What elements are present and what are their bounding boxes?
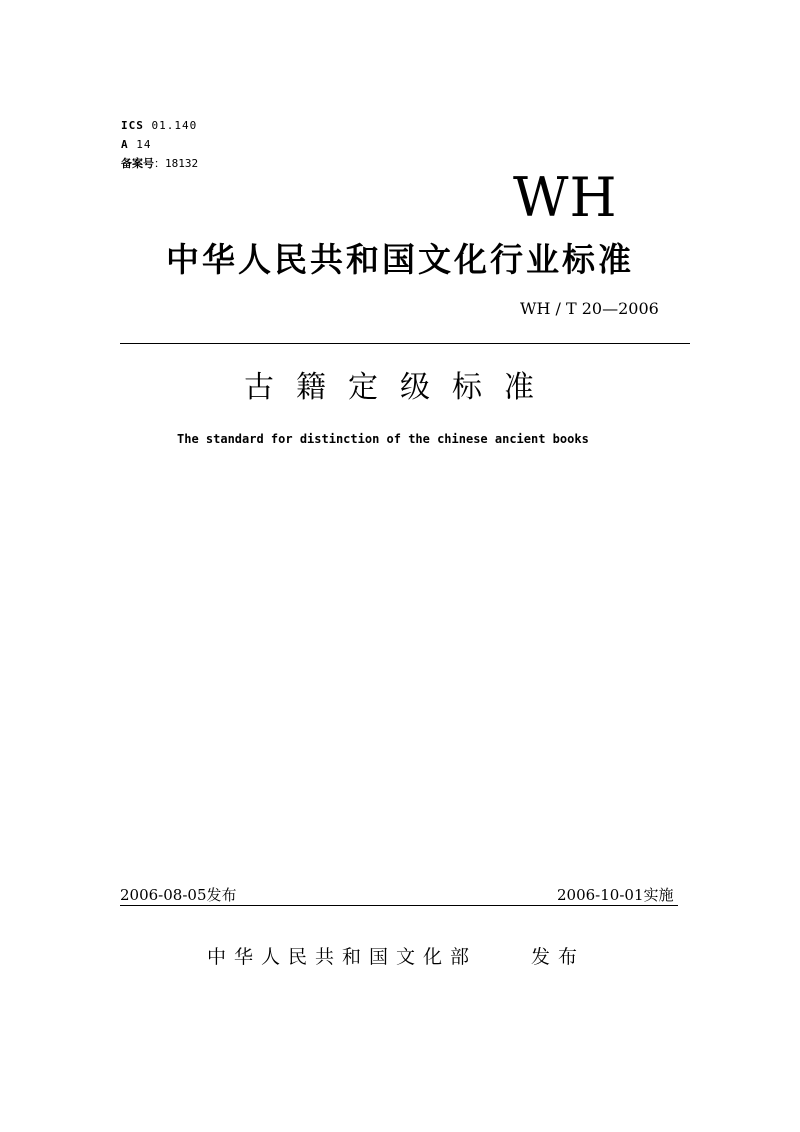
release-date: 2006-08-05发布: [120, 886, 237, 904]
document-title-cn: 古籍定级标准: [244, 370, 556, 405]
ics-label: ICS: [121, 119, 144, 132]
effective-date: 2006-10-01实施: [557, 886, 674, 904]
standard-number: WH / T 20—2006: [520, 299, 659, 318]
record-number-value: ：18132: [154, 157, 199, 170]
record-number-line: [121, 154, 198, 173]
ics-line: [121, 116, 197, 135]
ics-value: 01.140: [151, 119, 198, 132]
top-divider: [120, 343, 690, 344]
issue-label: 发布: [531, 946, 586, 968]
issuing-authority: 中华人民共和国文化部: [207, 946, 478, 968]
standard-category-title: 中华人民共和国文化行业标准: [166, 240, 634, 279]
classification-line: [121, 135, 152, 154]
bottom-divider: [120, 905, 678, 906]
classification-label: A: [121, 138, 129, 151]
wh-mark: WH: [513, 166, 618, 229]
record-number-label: 备案号: [121, 157, 154, 170]
document-title-en: The standard for distinction of the chinese ancient books: [177, 432, 589, 446]
classification-value: 14: [136, 138, 152, 151]
